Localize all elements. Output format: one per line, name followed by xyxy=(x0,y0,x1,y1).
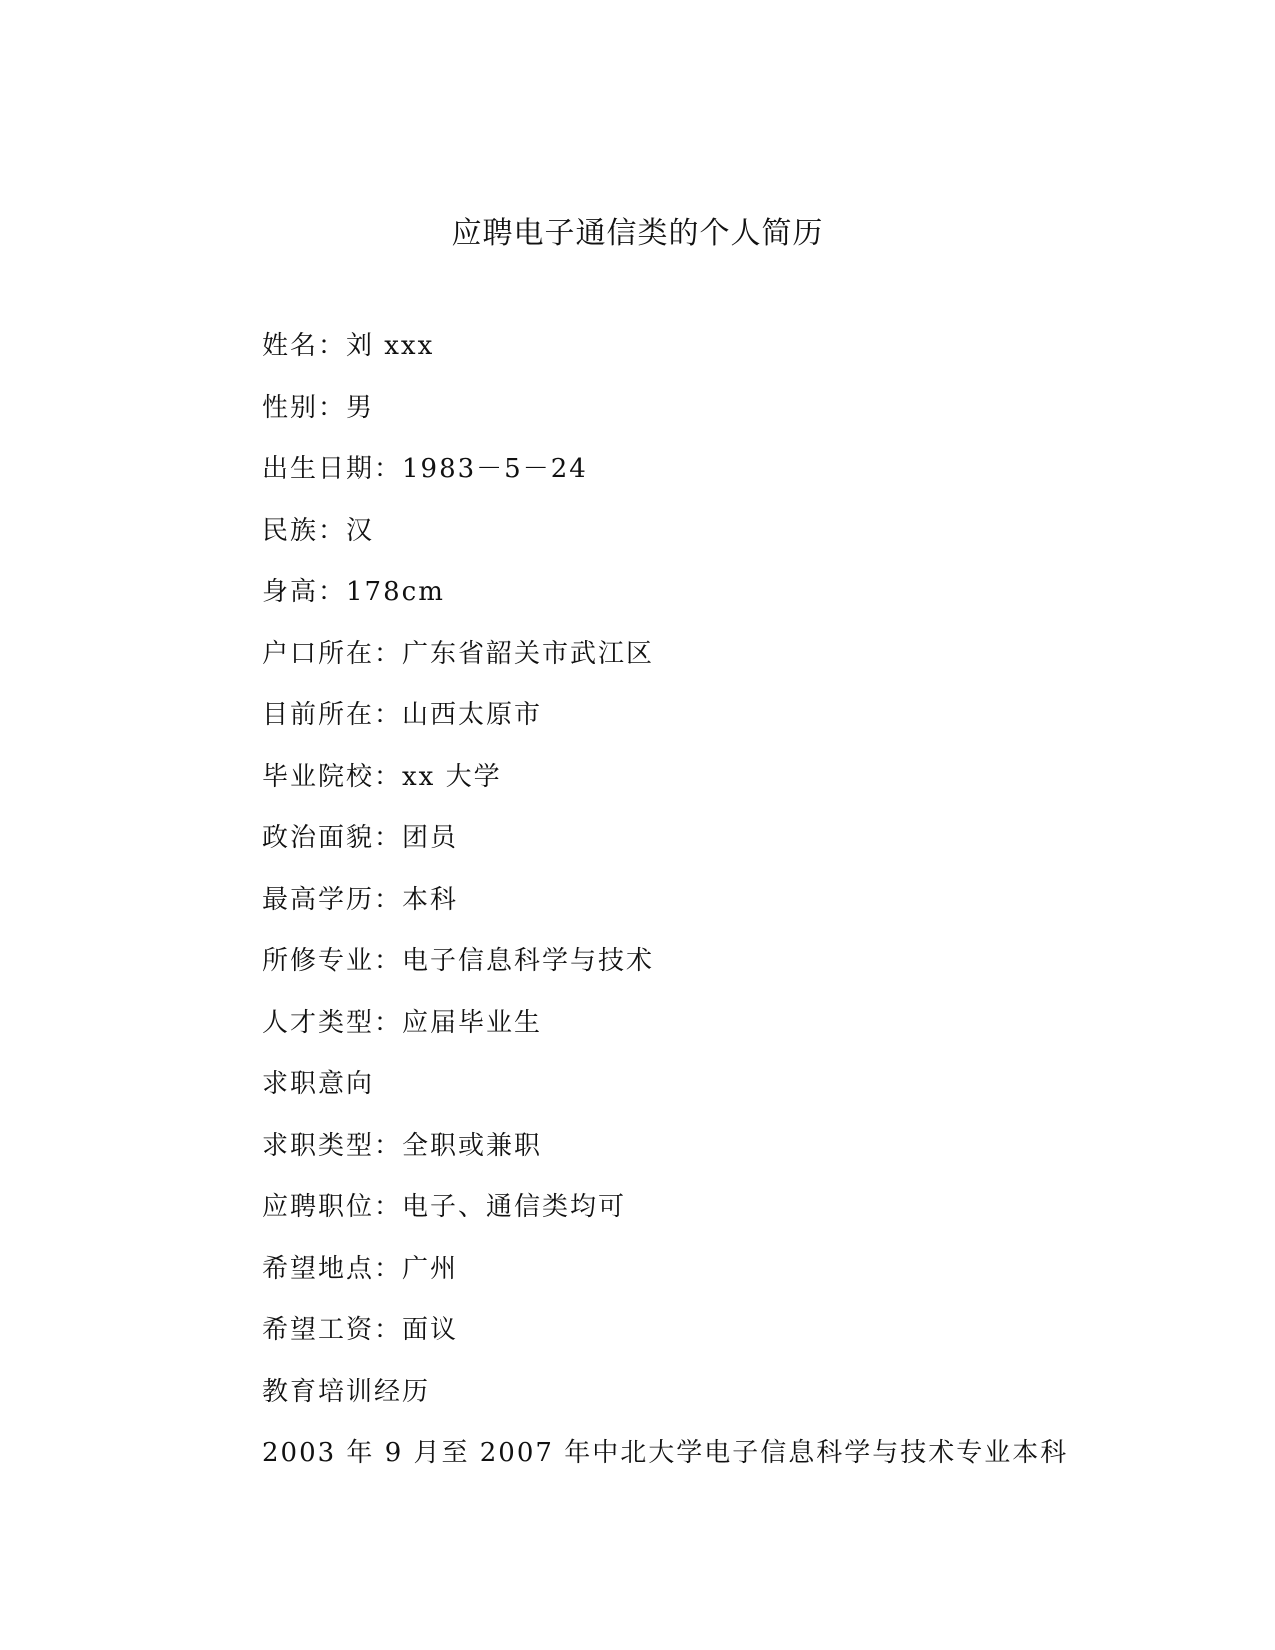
education-entry-line: 2003 年 9 月至 2007 年中北大学电子信息科学与技术专业本科 xyxy=(262,1438,1069,1468)
ethnicity-line: 民族：汉 xyxy=(262,515,375,546)
job-intention-heading: 求职意向 xyxy=(262,1069,375,1099)
expected-salary-line: 希望工资：面议 xyxy=(262,1315,459,1345)
height-line: 身高：178cm xyxy=(262,577,445,607)
birth-date-line: 出生日期：1983－5－24 xyxy=(262,454,588,484)
job-type-line: 求职类型：全职或兼职 xyxy=(262,1130,543,1161)
highest-degree-line: 最高学历：本科 xyxy=(262,884,459,915)
graduate-school-line: 毕业院校：xx 大学 xyxy=(262,761,502,792)
current-location-line: 目前所在：山西太原市 xyxy=(262,700,543,730)
applied-position-line: 应聘职位：电子、通信类均可 xyxy=(262,1192,627,1222)
resume-body xyxy=(262,330,1122,1499)
major-line: 所修专业：电子信息科学与技术 xyxy=(262,946,655,976)
registered-residence-line: 户口所在：广东省韶关市武江区 xyxy=(262,638,655,669)
name-line: 姓名：刘 xxx xyxy=(262,331,435,361)
education-training-heading: 教育培训经历 xyxy=(262,1376,431,1407)
gender-line: 性别：男 xyxy=(262,392,375,423)
political-status-line: 政治面貌：团员 xyxy=(262,823,459,853)
document-title: 应聘电子通信类的个人简历 xyxy=(451,216,824,251)
preferred-location-line: 希望地点：广州 xyxy=(262,1253,459,1284)
talent-type-line: 人才类型：应届毕业生 xyxy=(262,1007,543,1038)
